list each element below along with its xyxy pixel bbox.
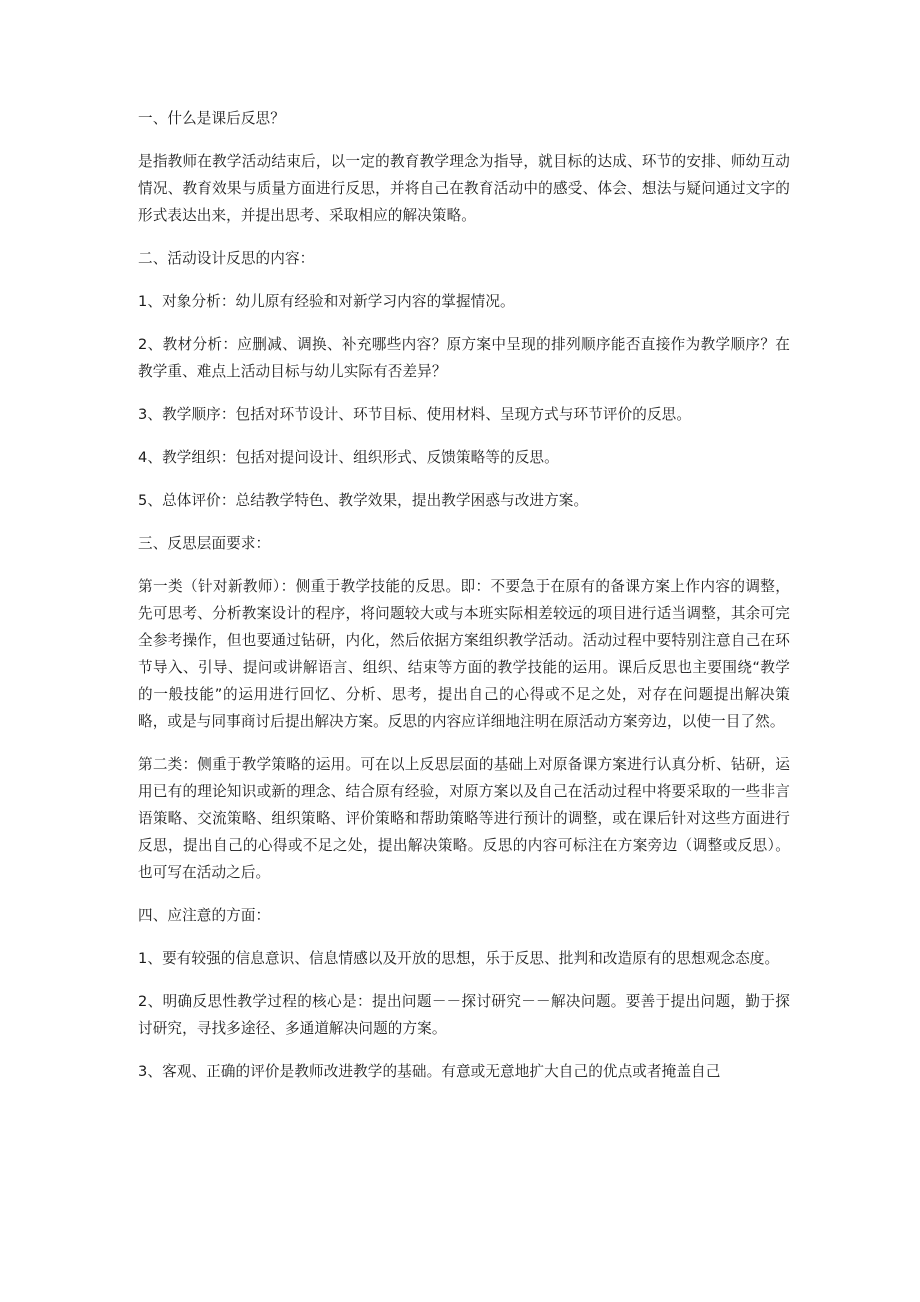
section-heading: 三、反思层面要求： xyxy=(138,535,271,552)
body-paragraph: 4、教学组织：包括对提问设计、组织形式、反馈策略等的反思。 xyxy=(138,449,559,466)
section-heading: 四、应注意的方面： xyxy=(138,907,271,924)
section-heading: 二、活动设计反思的内容： xyxy=(138,250,315,267)
document-body xyxy=(138,105,790,1085)
body-paragraph: 3、客观、正确的评价是教师改进教学的基础。有意或无意地扩大自己的优点或者掩盖自己 xyxy=(138,1063,721,1080)
body-paragraph: 2、明确反思性教学过程的核心是：提出问题－－探讨研究－－解决问题。要善于提出问题，勤于探讨研究，寻找多途径、多通道解决问题的方案。 xyxy=(138,993,790,1037)
body-paragraph: 2、教材分析：应删减、调换、补充哪些内容？原方案中呈现的排列顺序能否直接作为教学顺序？在教学重、难点上活动目标与幼儿实际有否差异？ xyxy=(138,336,790,380)
body-paragraph: 1、对象分析：幼儿原有经验和对新学习内容的掌握情况。 xyxy=(138,293,515,310)
section-heading: 一、什么是课后反思？ xyxy=(138,110,285,127)
body-paragraph: 第二类：侧重于教学策略的运用。可在以上反思层面的基础上对原备课方案进行认真分析、钻研，运用已有的理论知识或新的理念、结合原有经验，对原方案以及自己在活动过程中将要采取的一些非言语策略、交流策略、组织策略、评价策略和帮助策略等进行预计的调整，或在课后针对这些方面进行反思，提出自己的心得或不足之处，提出解决策略。反思的内容可标注在方案旁边（调整或反思）。也可写在活动之后。 xyxy=(138,756,790,881)
body-paragraph: 是指教师在教学活动结束后，以一定的教育教学理念为指导，就目标的达成、环节的安排、师幼互动情况、教育效果与质量方面进行反思，并将自己在教育活动中的感受、体会、想法与疑问通过文字的形式表达出来，并提出思考、采取相应的解决策略。 xyxy=(138,153,790,224)
body-paragraph: 3、教学顺序：包括对环节设计、环节目标、使用材料、呈现方式与环节评价的反思。 xyxy=(138,406,692,423)
body-paragraph: 第一类（针对新教师）：侧重于教学技能的反思。即：不要急于在原有的备课方案上作内容的调整，先可思考、分析教案设计的程序，将问题较大或与本班实际相差较远的项目进行适当调整，其余可完全参考操作，但也要通过钻研，内化，然后依据方案组织教学活动。活动过程中要特别注意自己在环节导入、引导、提问或讲解语言、组织、结束等方面的教学技能的运用。课后反思也主要围绕“教学的一般技能”的运用进行回忆、分析、思考，提出自己的心得或不足之处，对存在问题提出解决策略，或是与同事商讨后提出解决方案。反思的内容应详细地注明在原活动方案旁边，以使一目了然。 xyxy=(138,578,790,730)
body-paragraph: 5、总体评价：总结教学特色、教学效果，提出教学困惑与改进方案。 xyxy=(138,492,589,509)
body-paragraph: 1、要有较强的信息意识、信息情感以及开放的思想，乐于反思、批判和改造原有的思想观念态度。 xyxy=(138,950,780,967)
